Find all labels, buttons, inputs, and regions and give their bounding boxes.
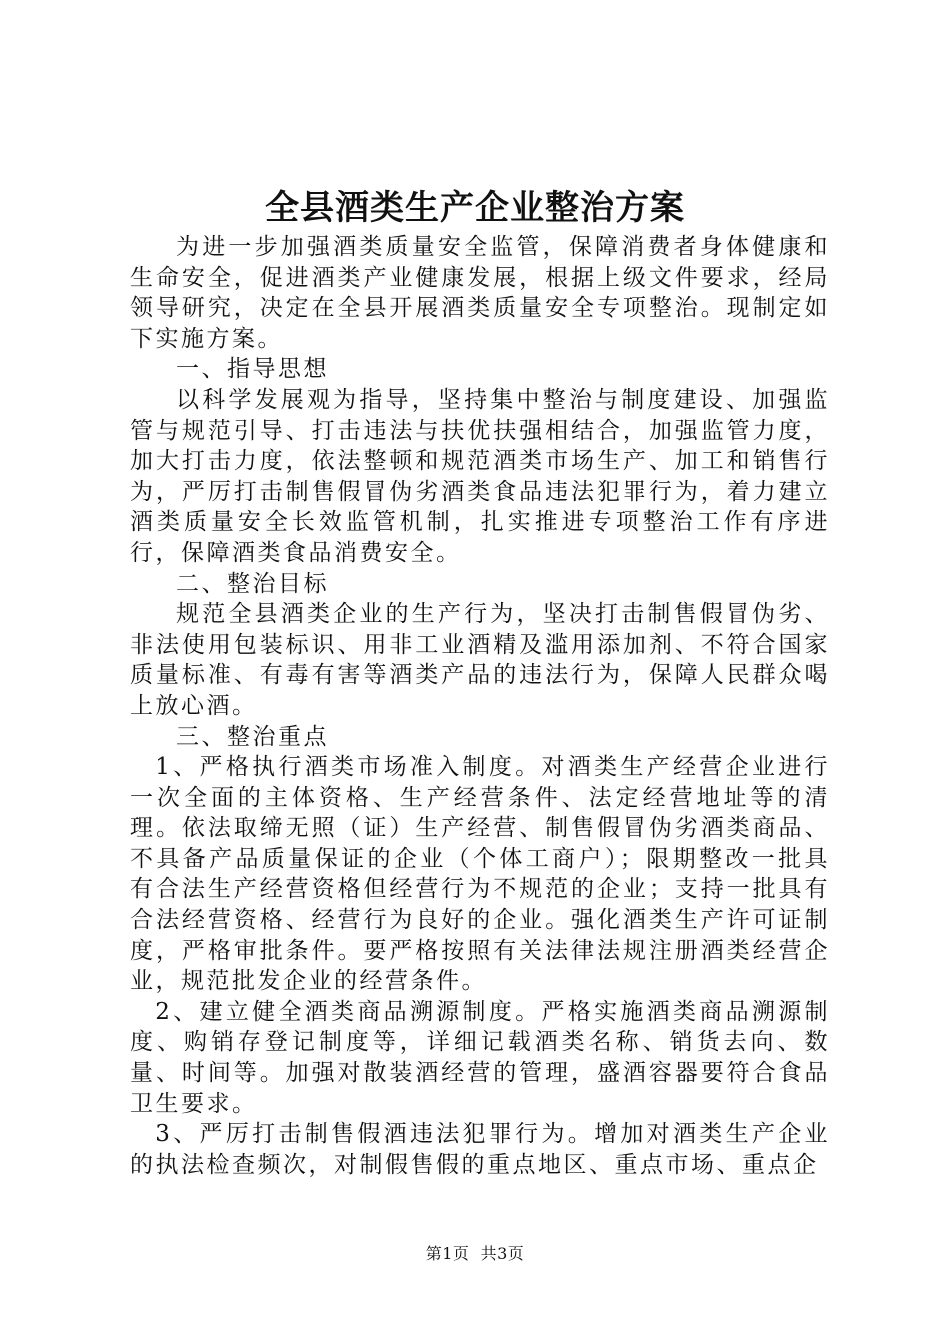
section-heading-goals: 二、整治目标 [176, 570, 329, 597]
document-title: 全县酒类生产企业整治方案 [265, 188, 685, 228]
document-body [130, 232, 830, 1180]
paragraph-key-point-2: 2、建立健全酒类商品溯源制度。严格实施酒类商品溯源制度、购销存登记制度等，详细记载酒类名称、销货去向、数量、时间等。加强对散装酒经营的管理，盛酒容器要符合食品卫生要求。 [130, 998, 830, 1117]
paragraph-guiding-ideology: 以科学发展观为指导，坚持集中整治与制度建设、加强监管与规范引导、打击违法与扶优扶强相结合，加强监管力度，加大打击力度，依法整顿和规范酒类市场生产、加工和销售行为，严厉打击制售假冒伪劣酒类食品违法犯罪行为，着力建立酒类质量安全长效监管机制，扎实推进专项整治工作有序进行，保障酒类食品消费安全。 [130, 386, 830, 566]
page-number-footer: 第1页 共3页 [425, 1244, 525, 1263]
paragraph-key-point-3: 3、严厉打击制售假酒违法犯罪行为。增加对酒类生产企业的执法检查频次，对制假售假的重点地区、重点市场、重点企 [130, 1121, 830, 1178]
paragraph-intro: 为进一步加强酒类质量安全监管，保障消费者身体健康和生命安全，促进酒类产业健康发展，根据上级文件要求，经局领导研究，决定在全县开展酒类质量安全专项整治。现制定如下实施方案。 [130, 234, 830, 352]
paragraph-goals: 规范全县酒类企业的生产行为，坚决打击制售假冒伪劣、非法使用包装标识、用非工业酒精及滥用添加剂、不符合国家质量标准、有毒有害等酒类产品的违法行为，保障人民群众喝上放心酒。 [130, 601, 830, 719]
paragraph-key-point-1: 1、严格执行酒类市场准入制度。对酒类生产经营企业进行一次全面的主体资格、生产经营条件、法定经营地址等的清理。依法取缔无照（证）生产经营、制售假冒伪劣酒类商品、不具备产品质量保证的企业（个体工商户）；限期整改一批具有合法生产经营资格但经营行为不规范的企业；支持一批具有合法经营资格、经营行为良好的企业。强化酒类生产许可证制度，严格审批条件。要严格按照有关法律法规注册酒类经营企业，规范批发企业的经营条件。 [130, 754, 830, 995]
section-heading-key-points: 三、整治重点 [176, 723, 329, 750]
section-heading-guiding-ideology: 一、指导思想 [176, 356, 329, 383]
